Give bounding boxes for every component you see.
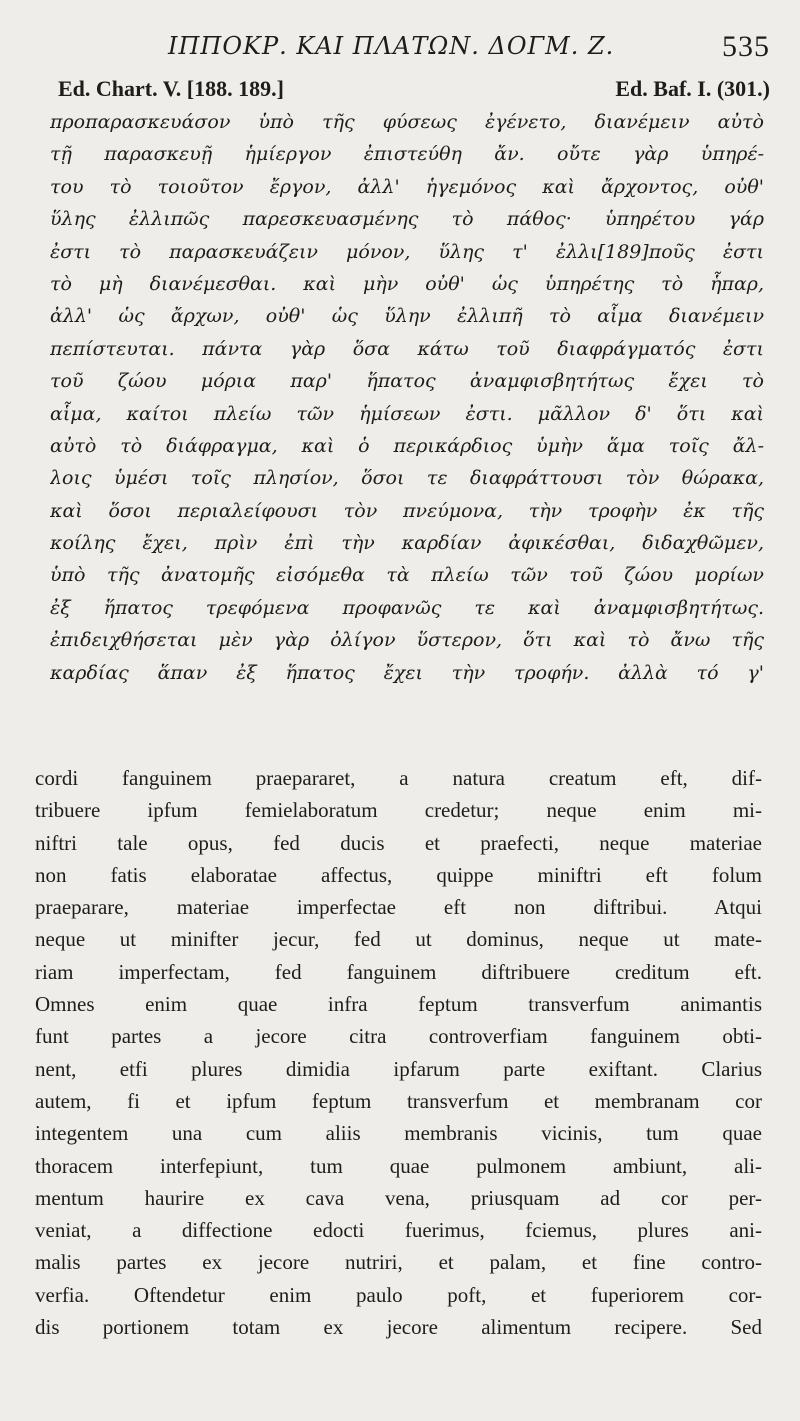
greek-line: ἐπιδειχθήσεται μὲν γὰρ ὀλίγον ὕστερον, ὅτι καὶ τὸ ἄνω τῆς	[50, 629, 764, 652]
greek-line: κοίλης ἔχει, πρὶν ἐπὶ τὴν καρδίαν ἀφικέσθαι, διδαχθῶμεν,	[50, 532, 764, 555]
latin-line: mentum haurire ex cava vena, priusquam ad cor per-	[35, 1185, 762, 1210]
latin-line: malis partes ex jecore nutriri, et palam, et fine contro-	[35, 1250, 762, 1275]
greek-line: ἐστι τὸ παρασκευάζειν μόνον, ὕλης τ' ἐλλι[189]ποῦς ἐστι	[50, 240, 764, 263]
latin-line: tribuere ipfum femielaboratum credetur; neque enim mi-	[35, 798, 762, 823]
latin-line: veniat, a diffectione edocti fuerimus, fciemus, plures ani-	[35, 1218, 762, 1243]
latin-line: verfia. Oftendetur enim paulo poft, et fuperiorem cor-	[35, 1282, 762, 1307]
greek-line: τοῦ ζώου μόρια παρ' ἥπατος ἀναμφισβητήτως ἔχει τὸ	[50, 370, 764, 393]
running-head	[50, 28, 770, 68]
greek-line: αἷμα, καίτοι πλείω τῶν ἡμίσεων ἐστι. μᾶλλον δ' ὅτι καὶ	[50, 402, 764, 425]
greek-line: πεπίστευται. πάντα γὰρ ὅσα κάτω τοῦ διαφράγματός ἐστι	[50, 337, 764, 360]
edition-basel-reference: Ed. Baf. I. (301.)	[615, 76, 770, 101]
edition-chart-reference: Ed. Chart. V. [188. 189.]	[58, 76, 284, 101]
greek-text-block	[50, 106, 764, 689]
greek-line: καὶ ὅσοι περιαλείφουσι τὸν πνεύμονα, τὴν τροφὴν ἐκ τῆς	[50, 499, 764, 522]
running-title: ΙΠΠΟΚΡ. ΚΑΙ ΠΛΑΤΩΝ. ΔΟΓΜ. Ζ.	[168, 32, 615, 60]
latin-line: dis portionem totam ex jecore alimentum recipere. Sed	[35, 1315, 762, 1340]
greek-line: λοις ὑμέσι τοῖς πλησίον, ὅσοι τε διαφράττουσι τὸν θώρακα,	[50, 467, 764, 490]
latin-text-block	[35, 762, 762, 1343]
latin-line: autem, fi et ipfum feptum transverfum et membranam cor	[35, 1088, 762, 1113]
latin-line: nent, etfi plures dimidia ipfarum parte exiftant. Clarius	[35, 1056, 762, 1081]
latin-line: cordi fanguinem praepararet, a natura creatum eft, dif-	[35, 766, 762, 790]
greek-line: καρδίας ἅπαν ἐξ ἥπατος ἔχει τὴν τροφήν. ἀλλὰ τό γ'	[50, 661, 764, 684]
latin-line: funt partes a jecore citra controverfiam fanguinem obti-	[35, 1024, 762, 1049]
page-number: 535	[722, 30, 770, 63]
latin-line: Omnes enim quae infra feptum transverfum animantis	[35, 992, 762, 1017]
latin-line: integentem una cum aliis membranis vicinis, tum quae	[35, 1121, 762, 1146]
latin-line: neque ut minifter jecur, fed ut dominus, neque ut mate-	[35, 927, 762, 952]
greek-line: ὑπὸ τῆς ἀνατομῆς εἰσόμεθα τὰ πλείω τῶν τοῦ ζώου μορίων	[50, 564, 764, 587]
greek-line: ὕλης ἐλλιπῶς παρεσκευασμένης τὸ πάθος· ὑπηρέτου γάρ	[50, 208, 764, 231]
latin-line: praeparare, materiae imperfectae eft non diftribui. Atqui	[35, 895, 762, 920]
latin-line: thoracem interfepiunt, tum quae pulmonem ambiunt, ali-	[35, 1153, 762, 1178]
greek-line: τὸ μὴ διανέμεσθαι. καὶ μὴν οὐθ' ὡς ὑπηρέτης τὸ ἧπαρ,	[50, 272, 764, 295]
greek-line: προπαρασκευάσον ὑπὸ τῆς φύσεως ἐγένετο, διανέμειν αὐτὸ	[50, 111, 764, 133]
latin-line: non fatis elaboratae affectus, quippe miniftri eft folum	[35, 862, 762, 887]
greek-line: αὐτὸ τὸ διάφραγμα, καὶ ὁ περικάρδιος ὑμὴν ἅμα τοῖς ἄλ-	[50, 434, 764, 457]
greek-line: τῇ παρασκευῇ ἡμίεργον ἐπιστεύθη ἄν. οὔτε γὰρ ὑπηρέ-	[50, 143, 764, 166]
edition-reference	[58, 76, 770, 106]
greek-line: του τὸ τοιοῦτον ἔργον, ἀλλ' ἡγεμόνος καὶ ἄρχοντος, οὐθ'	[50, 175, 764, 198]
latin-line: niftri tale opus, fed ducis et praefecti, neque materiae	[35, 830, 762, 855]
latin-line: riam imperfectam, fed fanguinem diftribuere creditum eft.	[35, 959, 762, 984]
greek-line: ἀλλ' ὡς ἄρχων, οὐθ' ὡς ὕλην ἐλλιπῆ τὸ αἷμα διανέμειν	[50, 305, 764, 328]
greek-line: ἐξ ἥπατος τρεφόμενα προφανῶς τε καὶ ἀναμφισβητήτως.	[50, 596, 764, 619]
